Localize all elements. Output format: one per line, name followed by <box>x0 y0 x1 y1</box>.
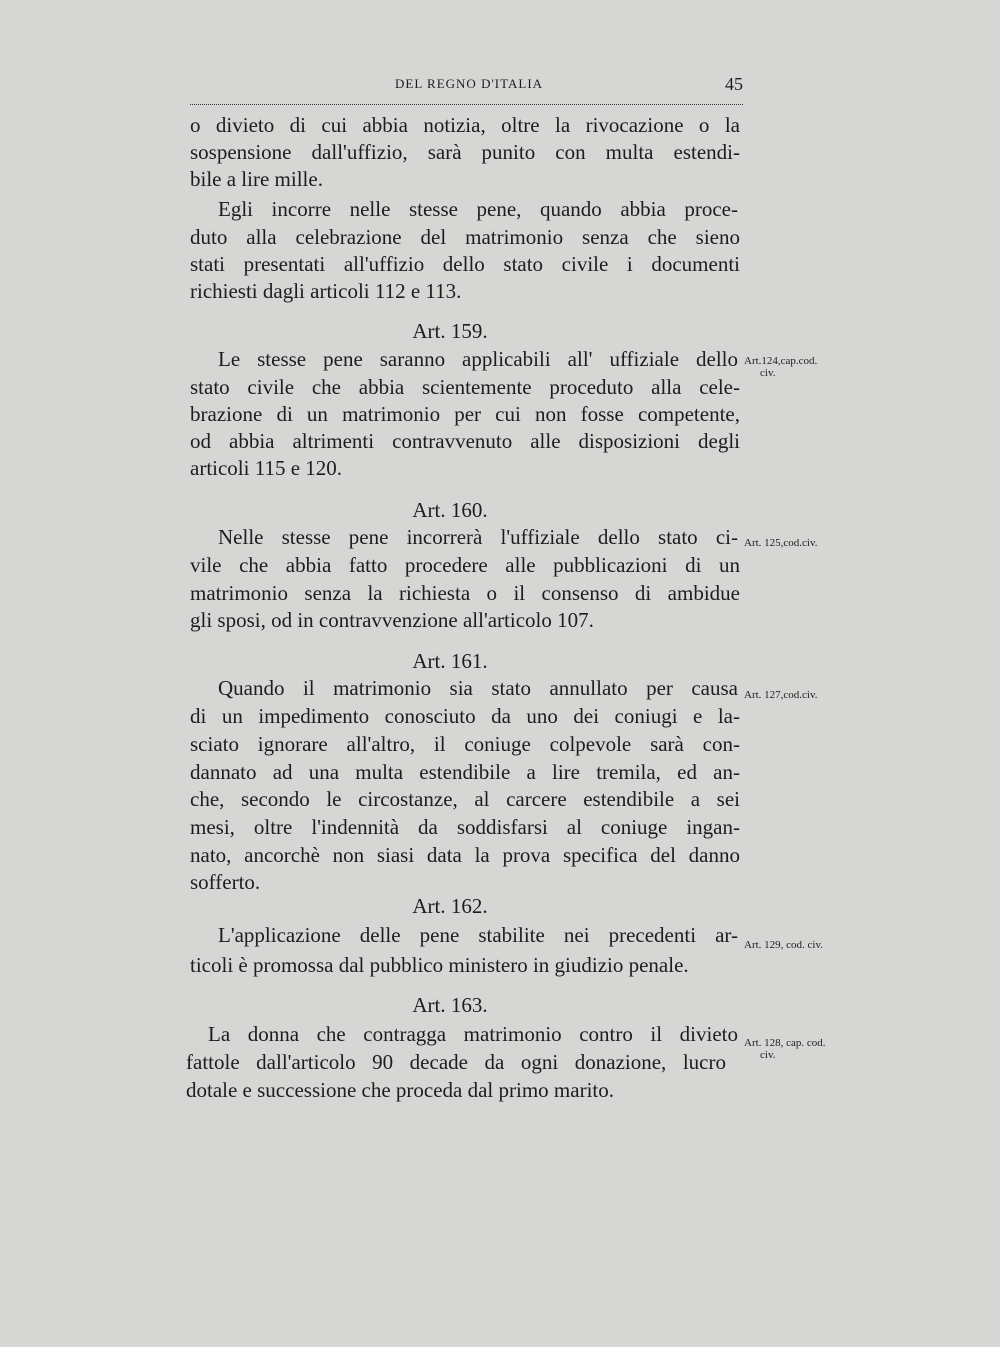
intro-line: richiesti dagli articoli 112 e 113. <box>190 279 462 303</box>
page-number: 45 <box>725 74 743 94</box>
margin-note-text: Art. 129, cod. civ. <box>744 939 824 951</box>
article-heading: Art. 163. <box>412 993 488 1017</box>
margin-note <box>744 939 823 951</box>
article-line: dotale e successione che proceda dal primo marito. <box>186 1078 614 1102</box>
intro-line: sospensione dall'uffizio, sarà punito con multa estendi- <box>190 140 740 164</box>
article-line: matrimonio senza la richiesta o il consenso di ambidue <box>190 581 740 605</box>
margin-note <box>744 1037 826 1061</box>
article-line: sofferto. <box>190 870 261 894</box>
margin-note-text: Art. 127,cod.civ. <box>744 689 818 701</box>
running-title: DEL REGNO D'ITALIA <box>395 76 544 91</box>
margin-note-text: Art.124,cap.cod. <box>744 355 818 367</box>
intro-line: stati presentati all'uffizio dello stato civile i documenti <box>190 252 740 276</box>
margin-note-continuation: civ. <box>760 1049 776 1061</box>
margin-note-text: Art. 128, cap. cod. <box>744 1037 826 1049</box>
article-heading: Art. 162. <box>412 894 488 918</box>
article-heading: Art. 159. <box>412 319 488 343</box>
article-line: vile che abbia fatto procedere alle pubblicazioni di un <box>190 553 740 577</box>
article-line: articoli 115 e 120. <box>190 456 343 480</box>
article-line: gli sposi, od in contravvenzione all'articolo 107. <box>190 608 594 632</box>
article-line: che, secondo le circostanze, al carcere estendibile a sei <box>190 787 740 811</box>
article-line: fattole dall'articolo 90 decade da ogni donazione, lucro <box>186 1050 726 1074</box>
article-line: Quando il matrimonio sia stato annullato per causa <box>218 676 738 700</box>
margin-note <box>744 689 818 701</box>
article-line: nato, ancorchè non siasi data la prova specifica del danno <box>190 843 740 867</box>
intro-line: Egli incorre nelle stesse pene, quando abbia proce- <box>218 197 738 221</box>
article-line: Nelle stesse pene incorrerà l'uffiziale dello stato ci- <box>218 525 738 549</box>
margin-note <box>744 355 817 379</box>
intro-line: bile a lire mille. <box>190 167 323 191</box>
page-header <box>190 74 743 105</box>
article-heading: Art. 160. <box>412 498 488 522</box>
article-line: od abbia altrimenti contravvenuto alle disposizioni degli <box>190 429 740 453</box>
article-line: L'applicazione delle pene stabilite nei precedenti ar- <box>218 923 738 947</box>
article-line: stato civile che abbia scientemente proceduto alla cele- <box>190 375 740 399</box>
article-line: La donna che contragga matrimonio contro il divieto <box>208 1022 738 1046</box>
margin-note-text: Art. 125,cod.civ. <box>744 537 818 549</box>
margin-note-continuation: civ. <box>760 367 776 379</box>
article-heading: Art. 161. <box>412 649 488 673</box>
article-line: mesi, oltre l'indennità da soddisfarsi al coniuge ingan- <box>190 815 740 839</box>
article-line: ticoli è promossa dal pubblico ministero in giudizio penale. <box>190 953 689 977</box>
intro-line: o divieto di cui abbia notizia, oltre la rivocazione o la <box>190 113 740 137</box>
intro-line: duto alla celebrazione del matrimonio senza che sieno <box>190 225 740 249</box>
article-line: brazione di un matrimonio per cui non fosse competente, <box>190 402 740 426</box>
article-line: dannato ad una multa estendibile a lire tremila, ed an- <box>190 760 740 784</box>
article-line: Le stesse pene saranno applicabili all' uffiziale dello <box>218 347 738 371</box>
article-line: sciato ignorare all'altro, il coniuge colpevole sarà con- <box>190 732 740 756</box>
article-line: di un impedimento conosciuto da uno dei coniugi e la- <box>190 704 740 728</box>
margin-note <box>744 537 818 549</box>
